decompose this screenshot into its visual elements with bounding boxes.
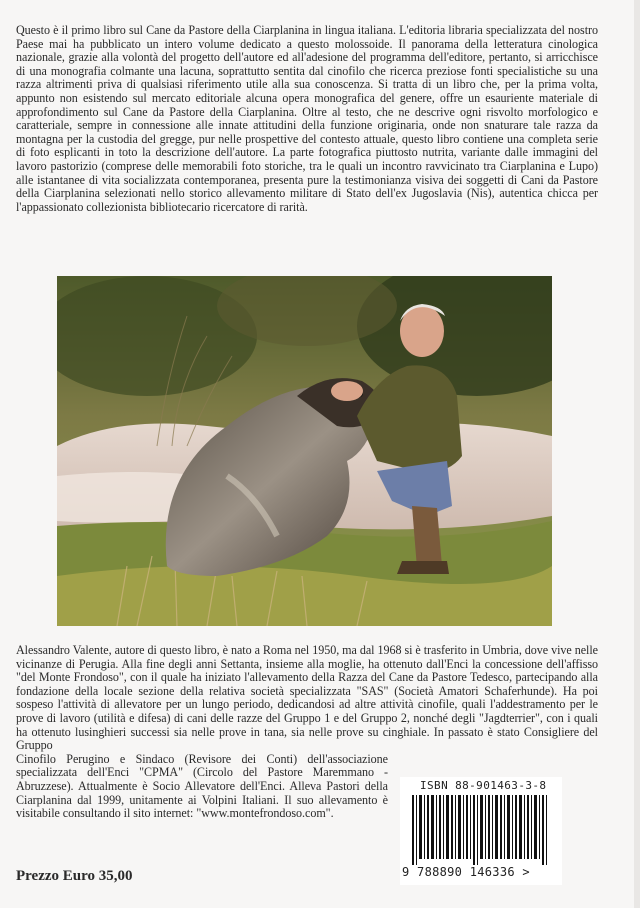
book-description: Questo è il primo libro sul Cane da Pastore della Ciarplanina in lingua italiana. L'editoria libraria specializzata del nostro Paese mai ha pubblicato un intero volume dedicato a questo molossoide. Il panorama della letteratura cinologica nazionale, grazie alla volontà del progetto dell'autore ed all'adesione del programma dell'editore, pertanto, si arricchisce di una monografia colmante una lacuna, soprattutto sentita dal cinofilo che ricerca preziose fonti specialistiche su una razza altrimenti priva di qualsiasi riferimento utile alla sua conoscenza. Si tratta di un libro che, per la prima volta, appunto non esistendo sul mercato editoriale alcuna opera monografica del genere, offre un esauriente materiale di approfondimento sul Cane da Pastore della Ciarplanina. Oltre al testo, che ne descrive ogni risvolto morfologico e caratteriale, sempre in connessione alle innate attitudini della funzione originaria, onde non snaturare tale razza da montagna per la custodia del gregge, pur nelle prospettive del contesto attuale, questo libro contiene una completa serie di foto esplicanti in toto la descrizione dell'autore. La parte fotografica piuttosto nutrita, variante dalle immagini del lavoro pastorizio (comprese delle memorabili foto storiche, tra le quali un incontro ravvicinato tra Ciarplanina e Lupo) alle istantanee di vita socializzata contemporanea, presenta pure la testimonianza visiva dei soggetti di Cani da Pastore della Ciarplanina selezionati nello storico allevamento militare di Stato dell'ex Jugoslavia (Nis), autentica chicca per l'appassionato collezionista bibliotecario ricercatore di rarità. — [16, 23, 598, 214]
barcode-icon — [412, 795, 552, 865]
isbn-barcode — [400, 777, 562, 885]
author-with-dog-image — [57, 276, 552, 626]
author-photo — [57, 276, 552, 626]
author-bio-narrow: Cinofilo Perugino e Sindaco (Revisore dei Conti) dell'associazione specializzata dell'Enci "CPMA" (Circolo del Pastore Maremmano - Abruzzese). Attualmente è Socio Allevatore dell'Enci. Alleva Pastori della Ciarplanina dal 1999, unitamente ai Volpini Italiani. Il suo allevamento è visitabile consultando il sito internet: "www.montefrondoso.com". — [16, 751, 388, 821]
author-bio-wide: Alessandro Valente, autore di questo libro, è nato a Roma nel 1950, ma dal 1968 si è trasferito in Umbria, dove vive nelle vicinanze di Perugia. Alla fine degli anni Settanta, insieme alla moglie, ha ottenuto dall'Enci la concessione dell'affisso "del Monte Frondoso", con il quale ha iniziato l'allevamento della Razza del Cane da Pastore Tedesco, partecipando alla fondazione della locale sezione della relativa società specializzata "SAS" (Società Amatori Schaferhunde). Ha poi sospeso l'attività di allevatore per un lungo periodo, dedicandosi ad altre attività cinofile, quali l'addestramento per le prove di lavoro (utilità e difesa) di cani delle razze del Gruppo 1 e del Gruppo 2, nonché degli "Jagdterrier", con i quali ha ottenuto lusinghieri successi sia nelle prove in tana, sia nelle prove su cinghiale. In passato è stato Consigliere del Gruppo — [16, 643, 598, 753]
isbn-number: ISBN 88-901463-3-8 — [420, 779, 547, 792]
price-label: Prezzo Euro 35,00 — [16, 868, 133, 884]
ean-number: 9 788890 146336 > — [402, 865, 530, 879]
